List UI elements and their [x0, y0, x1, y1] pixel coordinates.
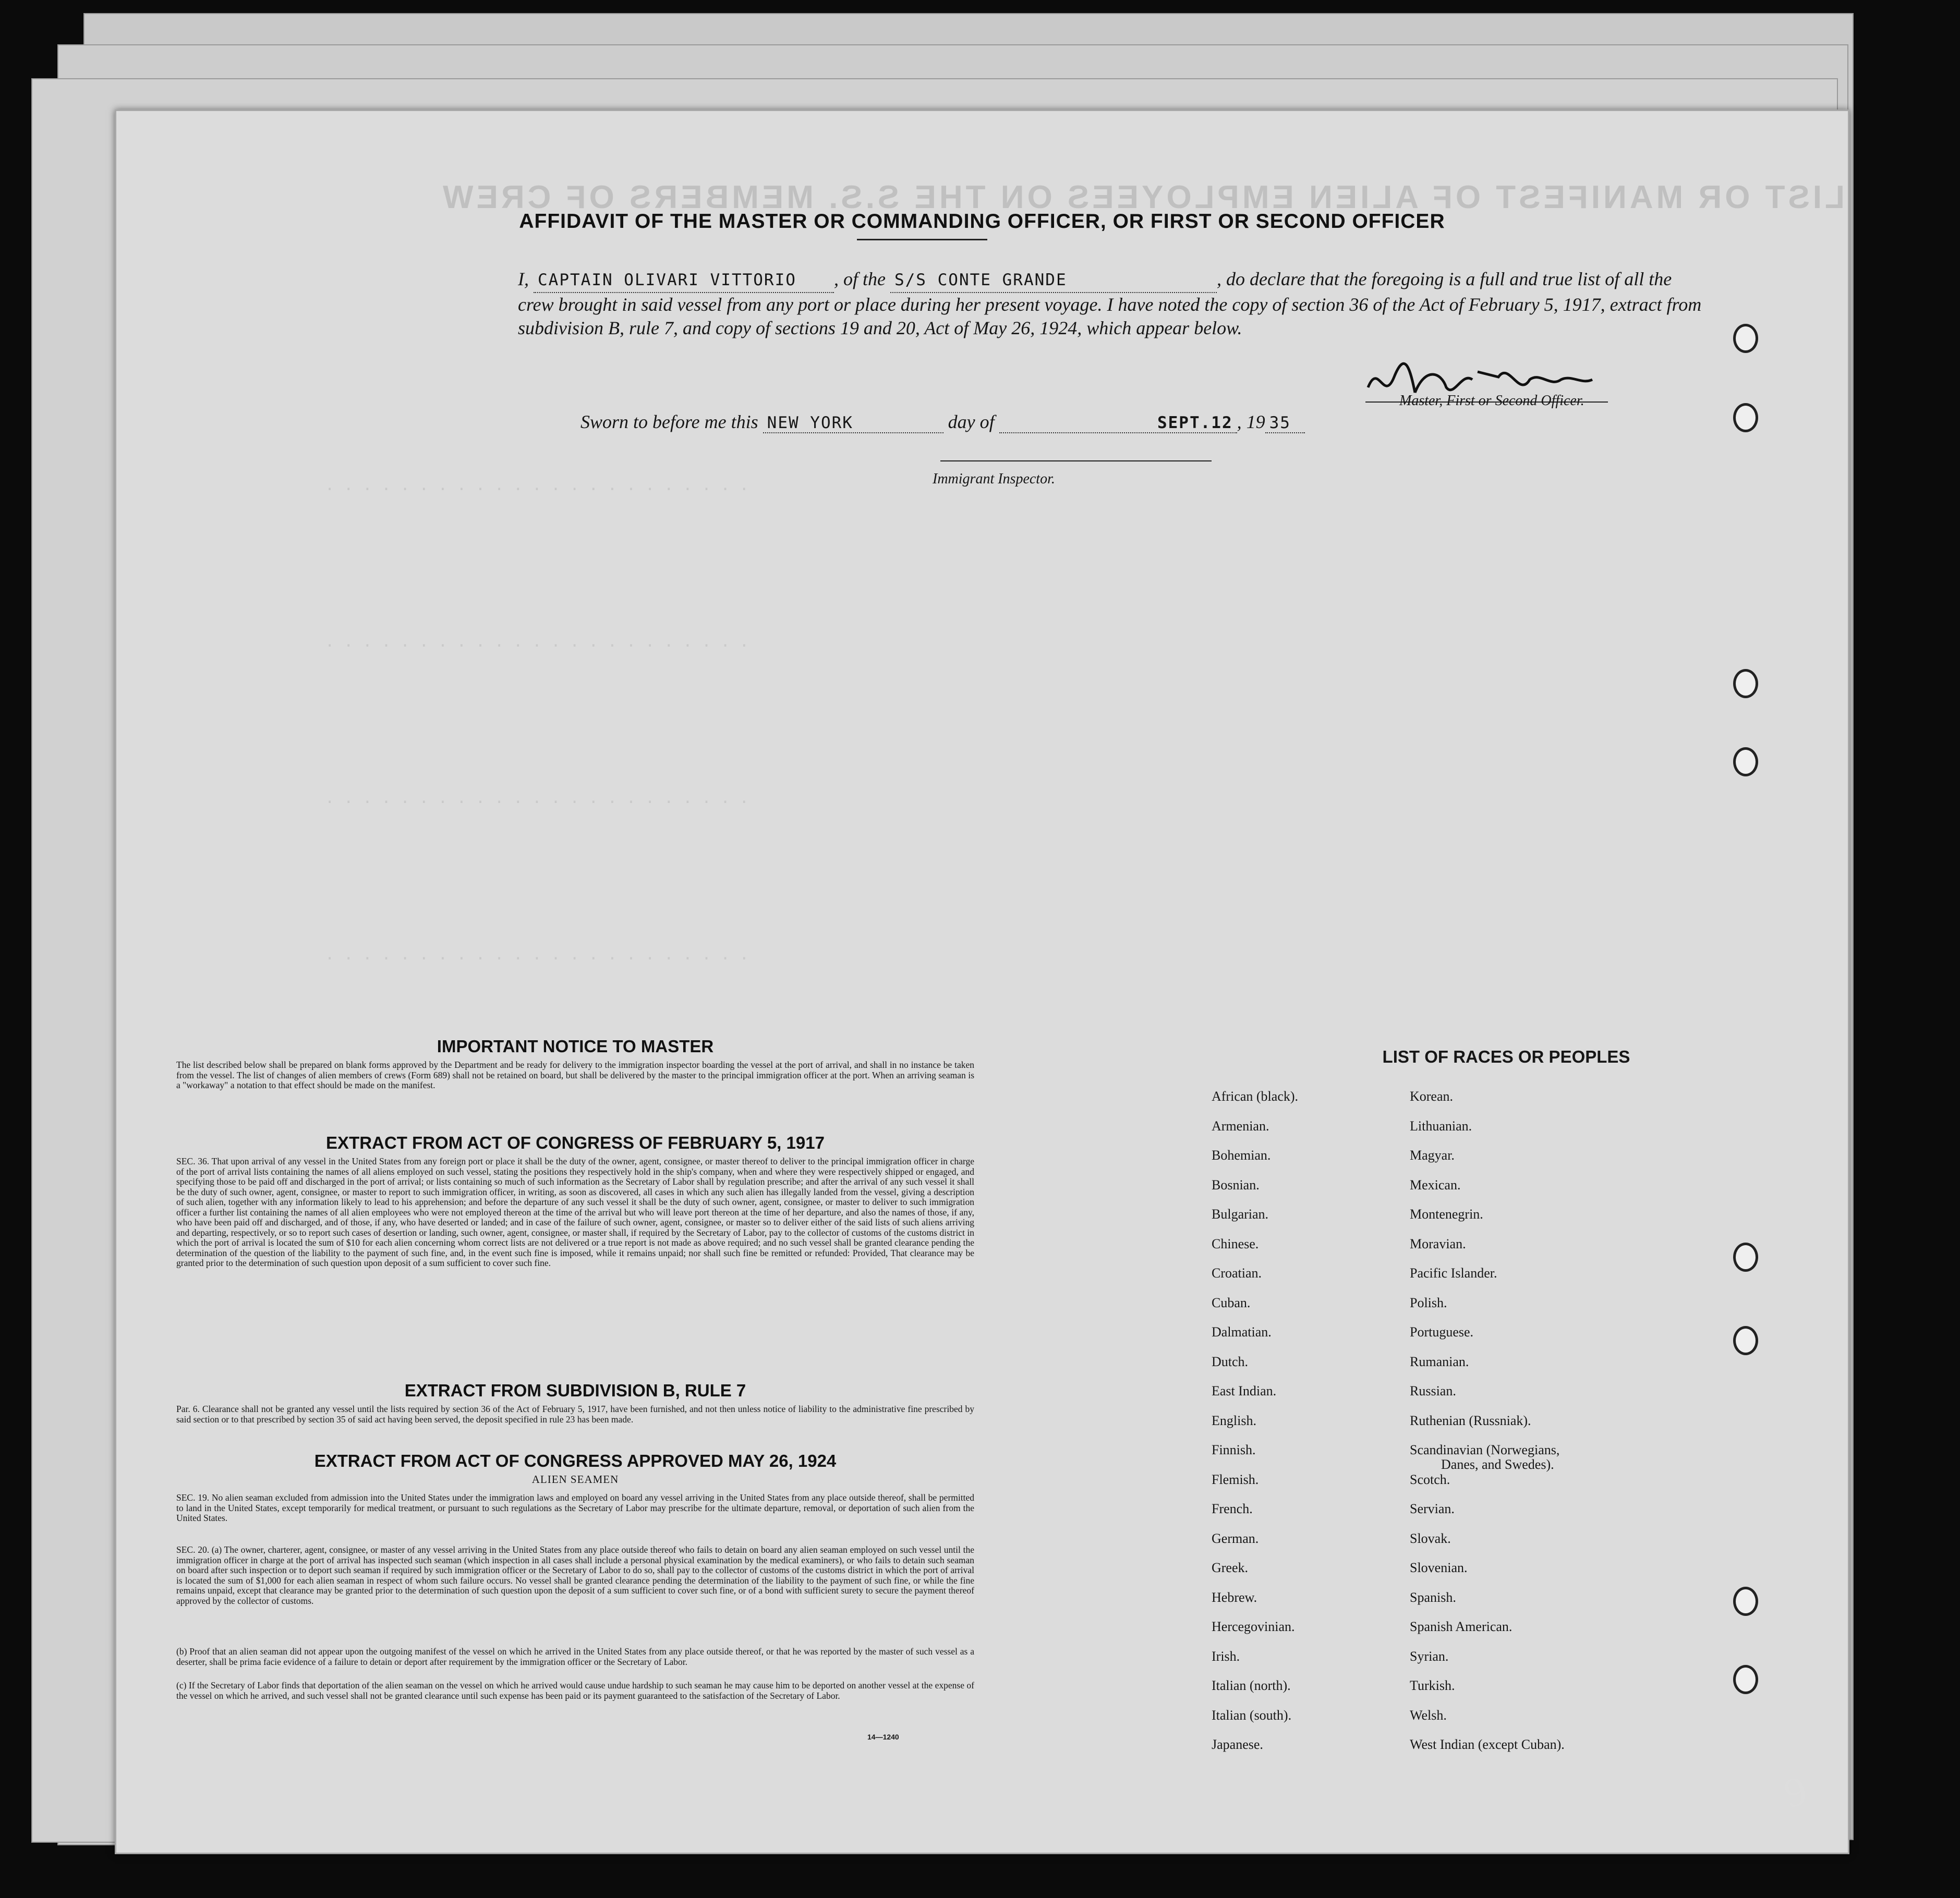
race-item: Syrian.	[1410, 1648, 1449, 1664]
race-item: Chinese.	[1212, 1236, 1259, 1251]
race-item: Polish.	[1410, 1295, 1447, 1310]
bleed-through-row: . . . . . . . . . . . . . . . . . . . . . . .	[325, 476, 749, 494]
affidavit-page	[115, 110, 1849, 1854]
race-item: German.	[1212, 1530, 1259, 1546]
sec19-body: SEC. 19. No alien seaman excluded from admission into the United States under the immigration laws and employed on board any vessel arriving in the United States from any place outside thereof, shall be permitted to land in the United States, except temporarily for medical treatment, or pursuant to such regulations as the Secretary of Labor may prescribe for the ultimate departure, removal, or deportation of such alien from the United States.	[176, 1492, 974, 1523]
sworn-place-field: NEW YORK	[763, 413, 943, 433]
race-item: French.	[1212, 1501, 1253, 1516]
extract-1917-title: EXTRACT FROM ACT OF CONGRESS OF FEBRUARY 5, 1917	[326, 1133, 825, 1152]
race-item: West Indian (except Cuban).	[1410, 1737, 1565, 1752]
race-item: Hebrew.	[1212, 1589, 1257, 1605]
race-item: Italian (north).	[1212, 1678, 1291, 1693]
master-name-field: CAPTAIN OLIVARI VITTORIO	[534, 269, 834, 293]
declaration	[518, 267, 1707, 340]
race-item: Cuban.	[1212, 1295, 1251, 1310]
declaration-body: that the foregoing is a full and true list of all the crew brought in said vessel from any port or place during her present voyage. I have noted the copy of section 36 of the Act of February 5, 1917, extract from subdivision B, rule 7, and copy of sections 19 and 20, Act of May 26, 1924, which appear below.	[518, 269, 1702, 338]
race-item: Lithuanian.	[1410, 1118, 1472, 1134]
race-item: Bulgarian.	[1212, 1207, 1269, 1222]
punch-hole	[1733, 669, 1758, 698]
rule7-body: Par. 6. Clearance shall not be granted any vessel until the lists required by section 36 of the Act of February 5, 1917, have been furnished, and not then unless notice of liability to the administrative fine prescribed by said section or to that prescribed by section 35 of said act having been served, the deposit specified in rule 23 has been made.	[176, 1404, 974, 1425]
vessel-name-field: S/S CONTE GRANDE	[890, 269, 1217, 293]
bleed-through-row: . . . . . . . . . . . . . . . . . . . . . . .	[325, 632, 749, 651]
punch-hole	[1733, 1587, 1758, 1616]
notice-body: The list described below shall be prepared on blank forms approved by the Department and be ready for delivery to the immigration inspector boarding the vessel at the port of arrival, and shall in no instance be taken from the vessel. The list of changes of alien members of crews (Form 689) shall not be retained on board, but shall be delivered by the master to the principal immigration officer at the port. When an arriving seaman is a "workaway" a notation to that effect should be made on the manifest.	[176, 1060, 974, 1090]
sworn-year-field: 35	[1265, 413, 1305, 433]
race-item: Armenian.	[1212, 1118, 1269, 1134]
race-item: Dutch.	[1212, 1354, 1249, 1369]
inspector-signature-line	[940, 460, 1212, 461]
punch-hole	[1733, 1665, 1758, 1694]
bleed-through-heading: LIST OR MANIFEST OF ALIEN EMPLOYEES ON THE S.S. MEMBERS OF CREW	[440, 179, 1845, 215]
race-item: Finnish.	[1212, 1442, 1256, 1457]
race-item: Moravian.	[1410, 1236, 1466, 1251]
race-item: Ruthenian (Russniak).	[1410, 1413, 1531, 1428]
punch-hole	[1733, 1243, 1758, 1272]
affidavit-title: AFFIDAVIT OF THE MASTER OR COMMANDING OFFICER, OR FIRST OR SECOND OFFICER	[519, 210, 1445, 233]
inspector-caption: Immigrant Inspector.	[933, 471, 1055, 487]
race-item: Servian.	[1410, 1501, 1455, 1516]
extract-1917-body: SEC. 36. That upon arrival of any vessel in the United States from any foreign port or place it shall be the duty of the owner, agent, consignee, or master thereof to deliver to the principal immigration officer in charge of the port of arrival lists containing the names of all aliens employed on such vessel, stating the positions they respectively hold in the ship's company, when and where they were respectively shipped or engaged, and specifying those to be paid off and discharged in the port of arrival; or lists containing so much of such information as the Secretary of Labor shall by regulation prescribe; and after the arrival of any such vessel it shall be the duty of such owner, agent, consignee, or master to report to such immigration officer, in writing, as soon as discovered, all cases in which any such alien has illegally landed from the vessel, giving a description of such alien, together with any information likely to lead to his apprehension; and before the departure of any such vessel it shall be the duty of such owner, agent, consignee, or master to deliver to such immigration officer a further list containing the names of all alien employees who were not employed thereon at the time of the arrival but who will leave port thereon at the time of her departure, and also the names of those, if any, who have been paid off and discharged, and of those, if any, who have deserted or landed; and in case of the failure of such owner, agent, consignee, or master so to deliver either of the said lists of such aliens arriving and departing, respectively, or so to report such cases of desertion or landing, such owner, agent, consignee, or master shall, if required by the Secretary of Labor, pay to the collector of customs of the customs district in which the port of arrival is located the sum of $10 for each alien concerning whom correct lists are not delivered or a true report is not made as above required; and no such vessel shall be granted clearance pending the determination of the question of the liability to the payment of such fine, and, in the event such fine is imposed, while it remains unpaid; nor shall such fine be remitted or refunded: Provided, That clearance may be granted prior to the determination of such question upon deposit of a sum sufficient to cover such fine.	[176, 1156, 974, 1268]
race-item: English.	[1212, 1413, 1256, 1428]
race-item: Portuguese.	[1410, 1324, 1474, 1340]
declaration-text: I,	[518, 269, 529, 289]
race-item: Croatian.	[1212, 1266, 1262, 1281]
race-item: Bosnian.	[1212, 1177, 1260, 1193]
race-item: Irish.	[1212, 1648, 1240, 1664]
extract-1924-title: EXTRACT FROM ACT OF CONGRESS APPROVED MAY 26, 1924	[314, 1451, 837, 1470]
declaration-text: , of the	[834, 269, 886, 289]
race-item: Bohemian.	[1212, 1148, 1271, 1163]
race-item: Danes, and Swedes).	[1441, 1457, 1554, 1472]
notice-title: IMPORTANT NOTICE TO MASTER	[437, 1037, 714, 1056]
sec20b-body: (b) Proof that an alien seaman did not appear upon the outgoing manifest of the vessel on which he arrived in the United States from any place outside thereof, or that he was reported by the master of such vessel as a deserter, shall be prima facie evidence of a failure to detain or deport after requirement by the immigration officer or the Secretary of Labor.	[176, 1646, 974, 1667]
divider	[857, 239, 987, 240]
race-item: Turkish.	[1410, 1678, 1455, 1693]
race-item: Russian.	[1410, 1383, 1456, 1398]
punch-hole	[1733, 403, 1758, 432]
sworn-line	[580, 411, 1676, 433]
extract-1924-subtitle: ALIEN SEAMEN	[531, 1473, 619, 1486]
bleed-through-row: . . . . . . . . . . . . . . . . . . . . . . .	[325, 789, 749, 807]
race-item: Pacific Islander.	[1410, 1266, 1497, 1281]
race-item: Korean.	[1410, 1089, 1454, 1104]
races-title: LIST OF RACES OR PEOPLES	[1382, 1047, 1630, 1066]
race-item: Spanish.	[1410, 1589, 1456, 1605]
rule7-title: EXTRACT FROM SUBDIVISION B, RULE 7	[404, 1381, 746, 1400]
race-item: Slovenian.	[1410, 1560, 1468, 1575]
sec20c-body: (c) If the Secretary of Labor finds that deportation of the alien seaman on the vessel on which he arrived would cause undue hardship to such seaman he may cause him to be deported on another vessel at the expense of the vessel on which he arrived, and such vessel shall not be granted clearance until such expense has been paid or its payment guaranteed to the satisfaction of the Secretary of Labor.	[176, 1680, 974, 1701]
race-item: Flemish.	[1212, 1471, 1259, 1487]
race-item: Scandinavian (Norwegians,	[1410, 1442, 1560, 1457]
race-item: Magyar.	[1410, 1148, 1455, 1163]
race-item: Japanese.	[1212, 1737, 1263, 1752]
race-item: East Indian.	[1212, 1383, 1277, 1398]
punch-hole	[1733, 1326, 1758, 1355]
punch-hole	[1733, 747, 1758, 776]
race-item: Greek.	[1212, 1560, 1249, 1575]
page-number-mark: 9	[1780, 1767, 1812, 1817]
race-item: Montenegrin.	[1410, 1207, 1483, 1222]
form-number: 14—1240	[867, 1733, 899, 1741]
race-item: African (black).	[1212, 1089, 1299, 1104]
race-item: Hercegovinian.	[1212, 1619, 1295, 1634]
sworn-date-field: SEPT.12	[999, 413, 1237, 433]
sworn-text: , 19	[1237, 411, 1265, 432]
declaration-text: , do declare	[1216, 269, 1305, 289]
punch-hole	[1733, 324, 1758, 353]
race-item: Italian (south).	[1212, 1707, 1292, 1723]
sworn-text: day of	[948, 411, 995, 432]
race-item: Scotch.	[1410, 1471, 1450, 1487]
race-item: Slovak.	[1410, 1530, 1451, 1546]
signature-caption: Master, First or Second Officer.	[1399, 393, 1584, 409]
race-item: Mexican.	[1410, 1177, 1461, 1193]
race-item: Dalmatian.	[1212, 1324, 1272, 1340]
race-item: Rumanian.	[1410, 1354, 1469, 1369]
bleed-through-row: . . . . . . . . . . . . . . . . . . . . . . .	[325, 945, 749, 964]
sworn-text: Sworn to before me this	[580, 411, 758, 432]
race-item: Welsh.	[1410, 1707, 1447, 1723]
race-item: Spanish American.	[1410, 1619, 1513, 1634]
sec20a-body: SEC. 20. (a) The owner, charterer, agent, consignee, or master of any vessel arriving in the United States from any place outside thereof who fails to detain on board any alien seaman employed on such vessel until the immigration officer in charge at the port of arrival has inspected such seaman (which inspection in all cases shall include a personal physical examination by the medical examiners), or who fails to detain such seaman on board after such inspection or to deport such seaman if required by such immigration officer or the Secretary of Labor to do so, shall pay to the collector of customs of the customs district in which the port of arrival is located the sum of $1,000 for each alien seaman in respect of whom such failure occurs. No vessel shall be granted clearance pending the determination of the liability to the payment of such fine, or while the fine remains unpaid, except that clearance may be granted prior to the determination of such question upon the deposit of a sum sufficient to cover such fine, or of a bond with sufficient surety to secure the payment thereof approved by the collector of customs.	[176, 1544, 974, 1606]
